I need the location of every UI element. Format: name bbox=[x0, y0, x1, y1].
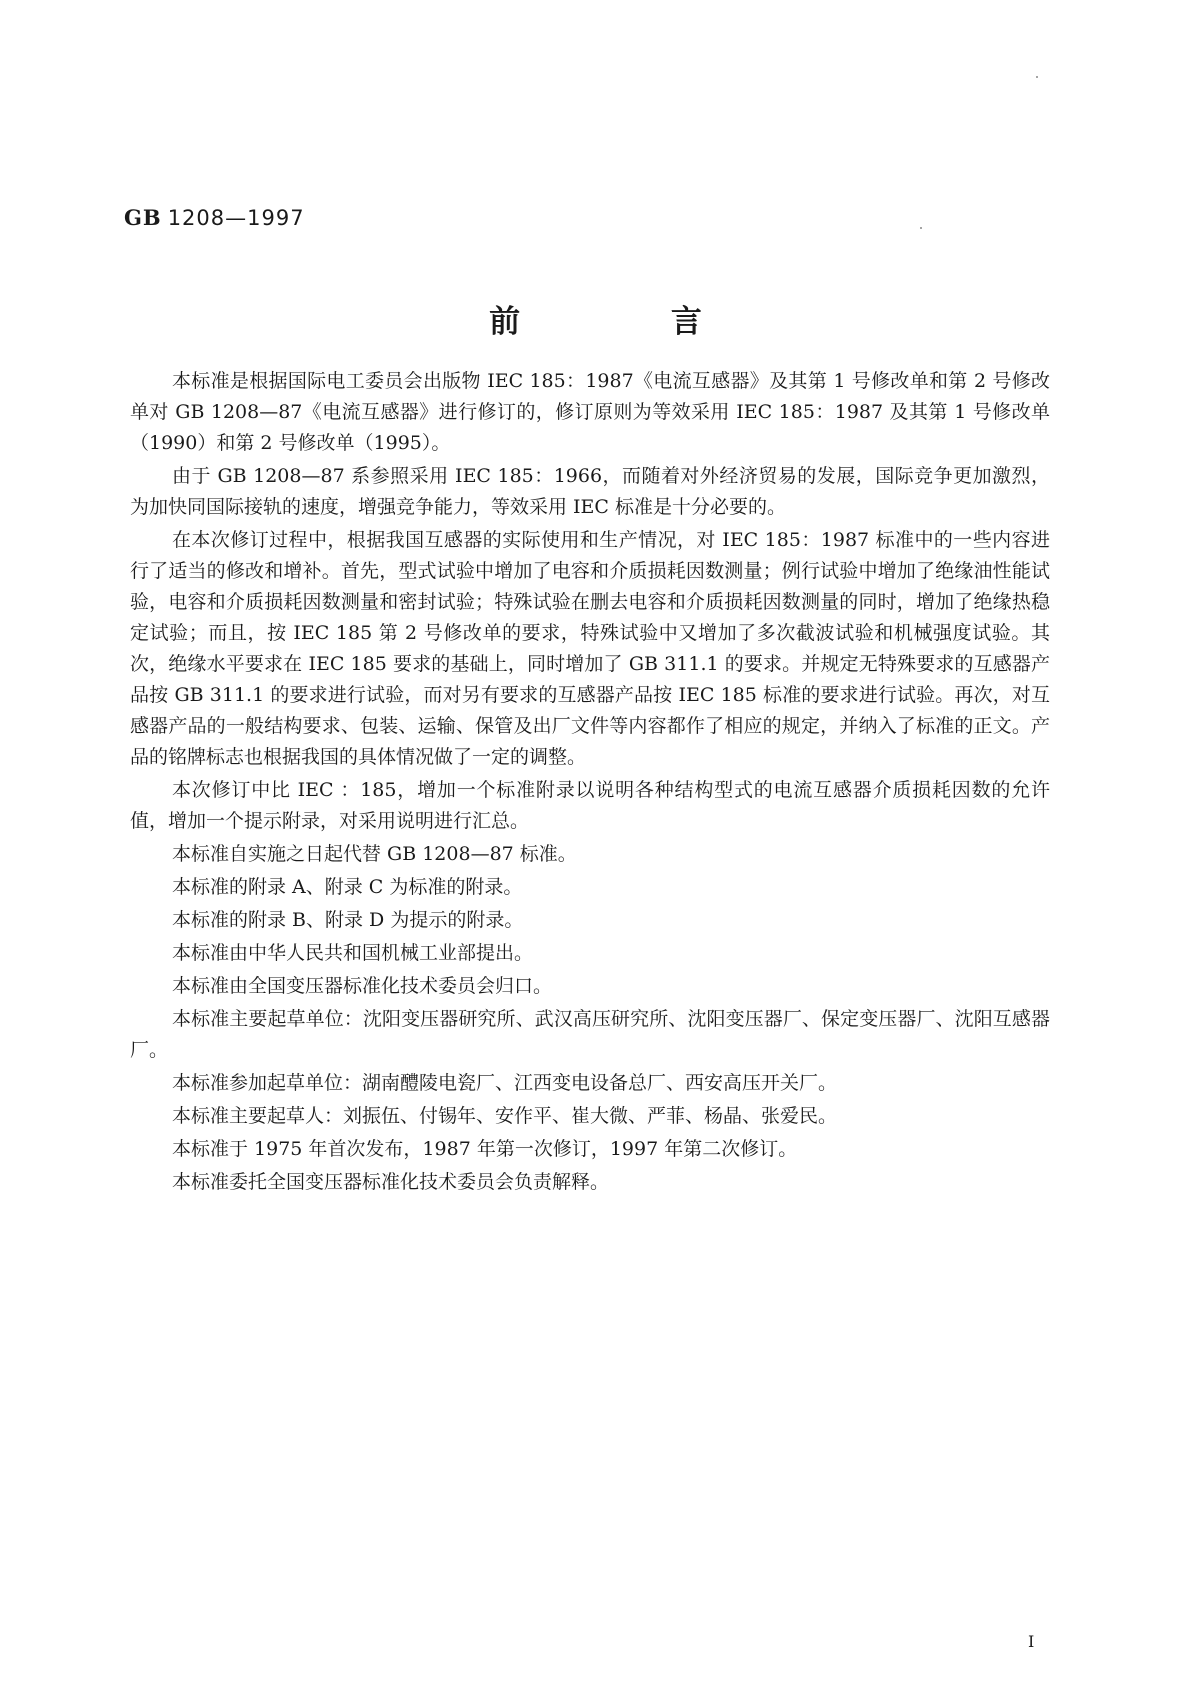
paragraph: 本标准由中华人民共和国机械工业部提出。 bbox=[172, 942, 534, 964]
paragraph: 本标准是根据国际电工委员会出版物 IEC 185：1987《电流互感器》及其第 1 号修改单和第 2 号修改单对 GB 1208—87《电流互感器》进行修订的，修订原则为等效采用 IEC 185：1987 及其第 1 号修改单（1990）和第 2 号修改单（1995）。 bbox=[130, 370, 1050, 454]
foreword-body bbox=[130, 366, 1050, 1200]
paragraph: 本标准自实施之日起代替 GB 1208—87 标准。 bbox=[172, 843, 577, 865]
paragraph: 本标准由全国变压器标准化技术委员会归口。 bbox=[172, 975, 553, 997]
scan-speck bbox=[1036, 76, 1038, 78]
standard-number: 1208—1997 bbox=[167, 206, 305, 230]
paragraph: 在本次修订过程中，根据我国互感器的实际使用和生产情况，对 IEC 185：1987 标准中的一些内容进行了适当的修改和增补。首先，型式试验中增加了电容和介质损耗因数测量；例行试验中增加了绝缘油性能试验，电容和介质损耗因数测量和密封试验；特殊试验在删去电容和介质损耗因数测量的同时，增加了绝缘热稳定试验；而且，按 IEC 185 第 2 号修改单的要求，特殊试验中又增加了多次截波试验和机械强度试验。其次，绝缘水平要求在 IEC 185 要求的基础上，同时增加了 GB 311.1 的要求。并规定无特殊要求的互感器产品按 GB 311.1 的要求进行试验，而对另有要求的互感器产品按 IEC 185 标准的要求进行试验。再次，对互感器产品的一般结构要求、包装、运输、保管及出厂文件等内容都作了相应的规定，并纳入了标准的正文。产品的铭牌标志也根据我国的具体情况做了一定的调整。 bbox=[130, 529, 1050, 768]
paragraph: 本标准的附录 A、附录 C 为标准的附录。 bbox=[172, 876, 523, 898]
paragraph: 本标准主要起草单位：沈阳变压器研究所、武汉高压研究所、沈阳变压器厂、保定变压器厂、沈阳互感器厂。 bbox=[130, 1008, 1050, 1061]
standard-code bbox=[124, 205, 305, 230]
paragraph: 本标准于 1975 年首次发布，1987 年第一次修订，1997 年第二次修订。 bbox=[172, 1138, 798, 1160]
paragraph: 由于 GB 1208—87 系参照采用 IEC 185：1966，而随着对外经济贸易的发展，国际竞争更加激烈，为加快同国际接轨的速度，增强竞争能力，等效采用 IEC 标准是十分必要的。 bbox=[130, 465, 1050, 518]
paragraph: 本标准参加起草单位：湖南醴陵电瓷厂、江西变电设备总厂、西安高压开关厂。 bbox=[172, 1072, 838, 1094]
paragraph: 本标准委托全国变压器标准化技术委员会负责解释。 bbox=[172, 1171, 610, 1193]
paragraph: 本次修订中比 IEC ：185，增加一个标准附录以说明各种结构型式的电流互感器介质损耗因数的允许值，增加一个提示附录，对采用说明进行汇总。 bbox=[130, 779, 1050, 832]
page-number: I bbox=[1028, 1632, 1035, 1651]
standard-prefix: GB bbox=[124, 205, 162, 230]
page-title: 前 言 bbox=[489, 304, 772, 340]
paragraph: 本标准的附录 B、附录 D 为提示的附录。 bbox=[172, 909, 524, 931]
paragraph: 本标准主要起草人：刘振伍、付锡年、安作平、崔大微、严菲、杨晶、张爱民。 bbox=[172, 1105, 838, 1127]
scan-speck bbox=[920, 227, 922, 229]
